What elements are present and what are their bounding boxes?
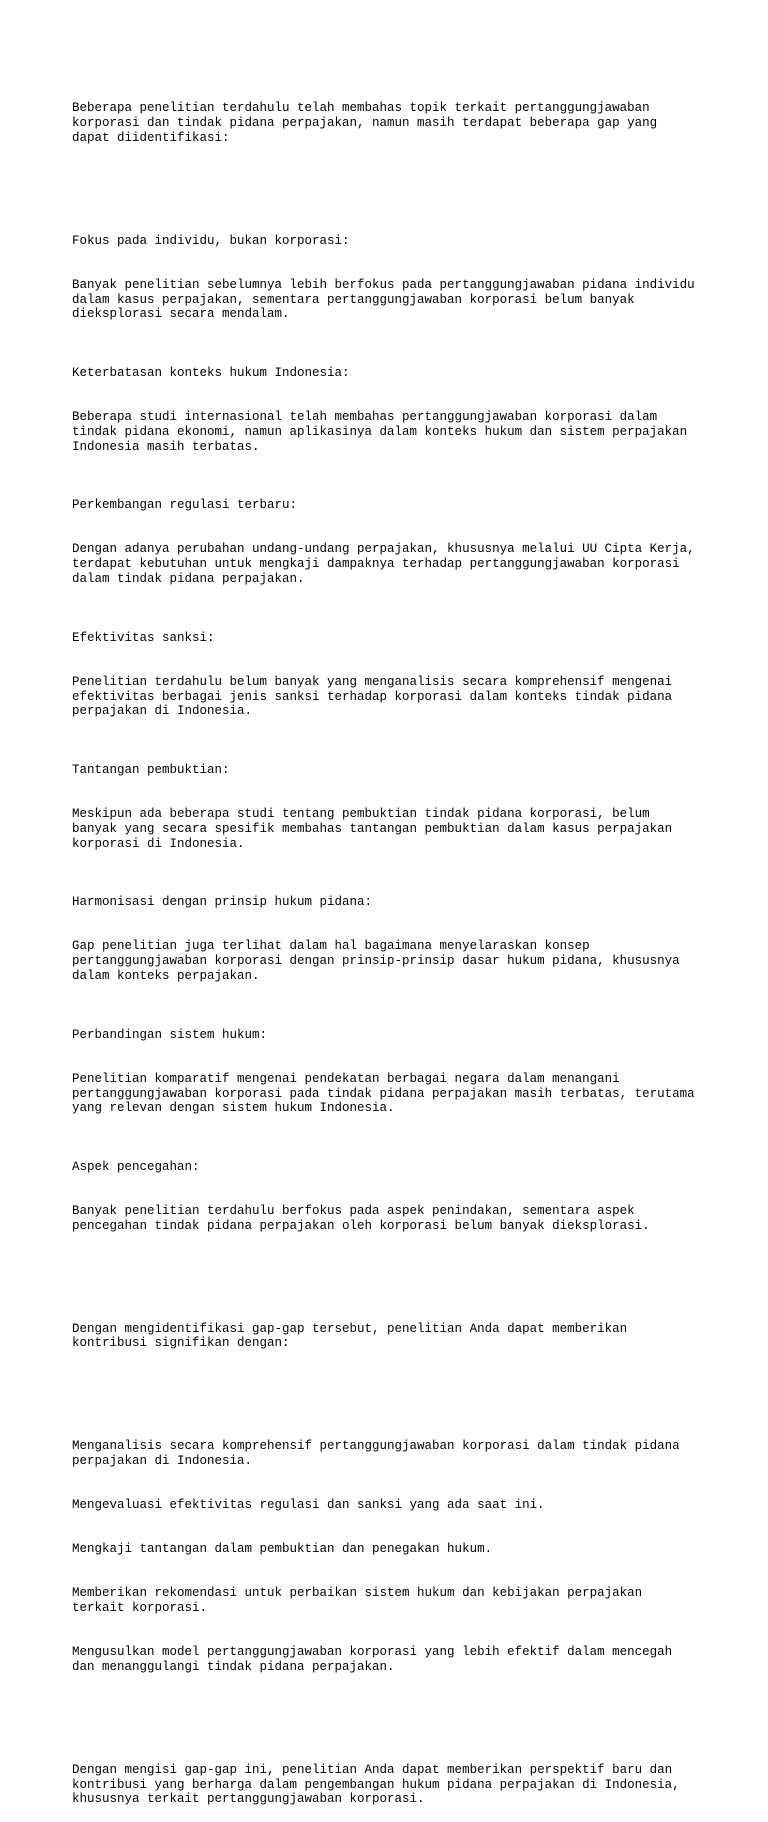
gap-text-prevention: Banyak penelitian terdahulu berfokus pada aspek penindakan, sementara aspek pencegahan tindak pidana perpajakan oleh korporasi belum banyak dieksplorasi.	[72, 1204, 650, 1233]
gap-heading-indonesian-context: Keterbatasan konteks hukum Indonesia:	[72, 366, 350, 381]
paragraph-spacer	[72, 1278, 712, 1293]
gap-text-comparison: Penelitian komparatif mengenai pendekatan berbagai negara dalam menangani pertanggungjawaban korporasi pada tindak pidana perpajakan masih terbatas, terutama yang relevan dengan sistem hukum Indonesia.	[72, 1071, 695, 1116]
paragraph-spacer	[72, 1381, 712, 1396]
gap-heading-individual-focus: Fokus pada individu, bukan korporasi:	[72, 233, 350, 248]
gap-text-indonesian-context: Beberapa studi internasional telah membahas pertanggungjawaban korporasi dalam tindak pidana ekonomi, namun aplikasinya dalam konteks hukum dan sistem perpajakan Indonesia masih terbatas.	[72, 410, 688, 454]
document-page	[72, 72, 712, 1822]
gap-text-harmonization: Gap penelitian juga terlihat dalam hal bagaimana menyelaraskan konsep pertanggungjawaban korporasi dengan prinsip-prinsip dasar hukum pidana, khususnya dalam konteks perpajakan.	[72, 939, 680, 983]
gap-text-evidence: Meskipun ada beberapa studi tentang pembuktian tindak pidana korporasi, belum banyak yang secara spesifik membahas tantangan pembuktian dalam kasus perpajakan korporasi di Indonesia.	[72, 807, 673, 851]
contribution-item: Mengevaluasi efektivitas regulasi dan sanksi yang ada saat ini.	[72, 1498, 545, 1513]
conclusion-paragraph: Dengan mengisi gap-gap ini, penelitian Anda dapat memberikan perspektif baru dan kontribusi yang berharga dalam pengembangan hukum pidana perpajakan di Indonesia, khususnya terkait pertanggungjawaban korporasi.	[72, 1762, 680, 1807]
gap-text-individual-focus: Banyak penelitian sebelumnya lebih berfokus pada pertanggungjawaban pidana individu dalam kasus perpajakan, sementara pertanggungjawaban korporasi belum banyak dieksplorasi secara mendalam.	[72, 277, 695, 322]
gap-text-sanctions: Penelitian terdahulu belum banyak yang menganalisis secara komprehensif mengenai efektivitas berbagai jenis sanksi terhadap korporasi dalam konteks tindak pidana perpajakan di Indonesia.	[72, 674, 673, 719]
contribution-item: Mengkaji tantangan dalam pembuktian dan penegakan hukum.	[72, 1542, 493, 1557]
gap-heading-prevention: Aspek pencegahan:	[72, 1160, 200, 1175]
gap-heading-harmonization: Harmonisasi dengan prinsip hukum pidana:	[72, 895, 373, 910]
contribution-intro: Dengan mengidentifikasi gap-gap tersebut, penelitian Anda dapat memberikan kontribusi signifikan dengan:	[72, 1321, 628, 1351]
paragraph-spacer	[72, 175, 712, 190]
gap-heading-sanctions: Efektivitas sanksi:	[72, 630, 215, 645]
contribution-item: Mengusulkan model pertanggungjawaban korporasi yang lebih efektif dalam mencegah dan menanggulangi tindak pidana perpajakan.	[72, 1645, 673, 1674]
gap-heading-evidence: Tantangan pembuktian:	[72, 763, 230, 778]
contribution-item: Menganalisis secara komprehensif pertanggungjawaban korporasi dalam tindak pidana perpajakan di Indonesia.	[72, 1439, 680, 1469]
intro-paragraph: Beberapa penelitian terdahulu telah membahas topik terkait pertanggungjawaban korporasi dan tindak pidana perpajakan, namun masih terdapat beberapa gap yang dapat diidentifikasi:	[72, 101, 658, 145]
contribution-item: Memberikan rekomendasi untuk perbaikan sistem hukum dan kebijakan perpajakan terkait korporasi.	[72, 1586, 643, 1616]
gap-text-regulation: Dengan adanya perubahan undang-undang perpajakan, khususnya melalui UU Cipta Kerja, terdapat kebutuhan untuk mengkaji dampaknya terhadap pertanggungjawaban korporasi dalam tindak pidana perpajakan.	[72, 542, 695, 586]
paragraph-spacer	[72, 1719, 712, 1734]
gap-heading-regulation: Perkembangan regulasi terbaru:	[72, 498, 298, 513]
gap-heading-comparison: Perbandingan sistem hukum:	[72, 1027, 268, 1042]
